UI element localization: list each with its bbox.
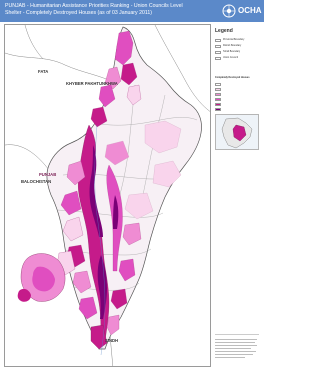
legend-item-district-boundary — [215, 44, 261, 49]
legend-class-5 — [215, 107, 261, 112]
locator-map-icon — [216, 115, 260, 151]
legend-subtitle: Completely Destroyed Houses — [215, 76, 250, 79]
disclaimer-block — [215, 334, 259, 365]
legend-class-swatch — [215, 108, 221, 112]
legend-class-swatch — [215, 83, 221, 87]
legend-swatch — [215, 39, 221, 43]
map-subtitle: Shelter - Completely Destroyed Houses (as of 03 January 2011) — [5, 9, 152, 16]
disclaimer-line — [215, 342, 255, 343]
region-label-fata: FATA — [38, 69, 49, 74]
legend-item-provincial-boundary — [215, 38, 261, 43]
disclaimer-line — [215, 339, 257, 340]
legend-item-tehsil-boundary — [215, 50, 261, 55]
disclaimer-line — [215, 348, 251, 349]
legend-item-label: Provincial Boundary — [223, 38, 245, 41]
map-area[interactable] — [4, 24, 211, 367]
legend-class-swatch — [215, 93, 221, 97]
pakistan-locator-inset — [215, 114, 259, 150]
legend-class-swatch — [215, 103, 221, 107]
region-label-sindh: SINDH — [105, 338, 119, 343]
ocha-logo-icon — [222, 4, 236, 18]
punjab-map — [5, 25, 211, 367]
legend-item-label: Tehsil Boundary — [223, 50, 241, 53]
legend-class-swatch — [215, 88, 221, 92]
legend-item-union-council — [215, 56, 261, 61]
legend-swatch — [215, 51, 221, 55]
legend-item-label: Union Council — [223, 56, 238, 59]
region-label-khyber-pakhtunkhwa: KHYBER PAKHTUNKHWA — [66, 81, 118, 86]
region-label-punjab: PUNJAB — [39, 172, 57, 177]
disclaimer-line — [215, 351, 256, 352]
disclaimer-line — [215, 354, 253, 355]
legend-item-label: District Boundary — [223, 44, 242, 47]
title-banner — [0, 0, 264, 22]
legend-class-swatch — [215, 98, 221, 102]
legend-swatch — [215, 45, 221, 49]
legend-panel — [213, 24, 261, 367]
legend-swatch — [215, 57, 221, 61]
ocha-logo-text: OCHA — [238, 6, 262, 15]
map-title: PUNJAB - Humanitarian Assistance Priorities Ranking - Union Councils Level — [5, 3, 183, 9]
disclaimer-line — [215, 357, 245, 358]
legend-title: Legend — [215, 28, 233, 34]
disclaimer-line — [215, 345, 257, 346]
region-label-balochistan: BALOCHISTAN — [21, 179, 52, 184]
